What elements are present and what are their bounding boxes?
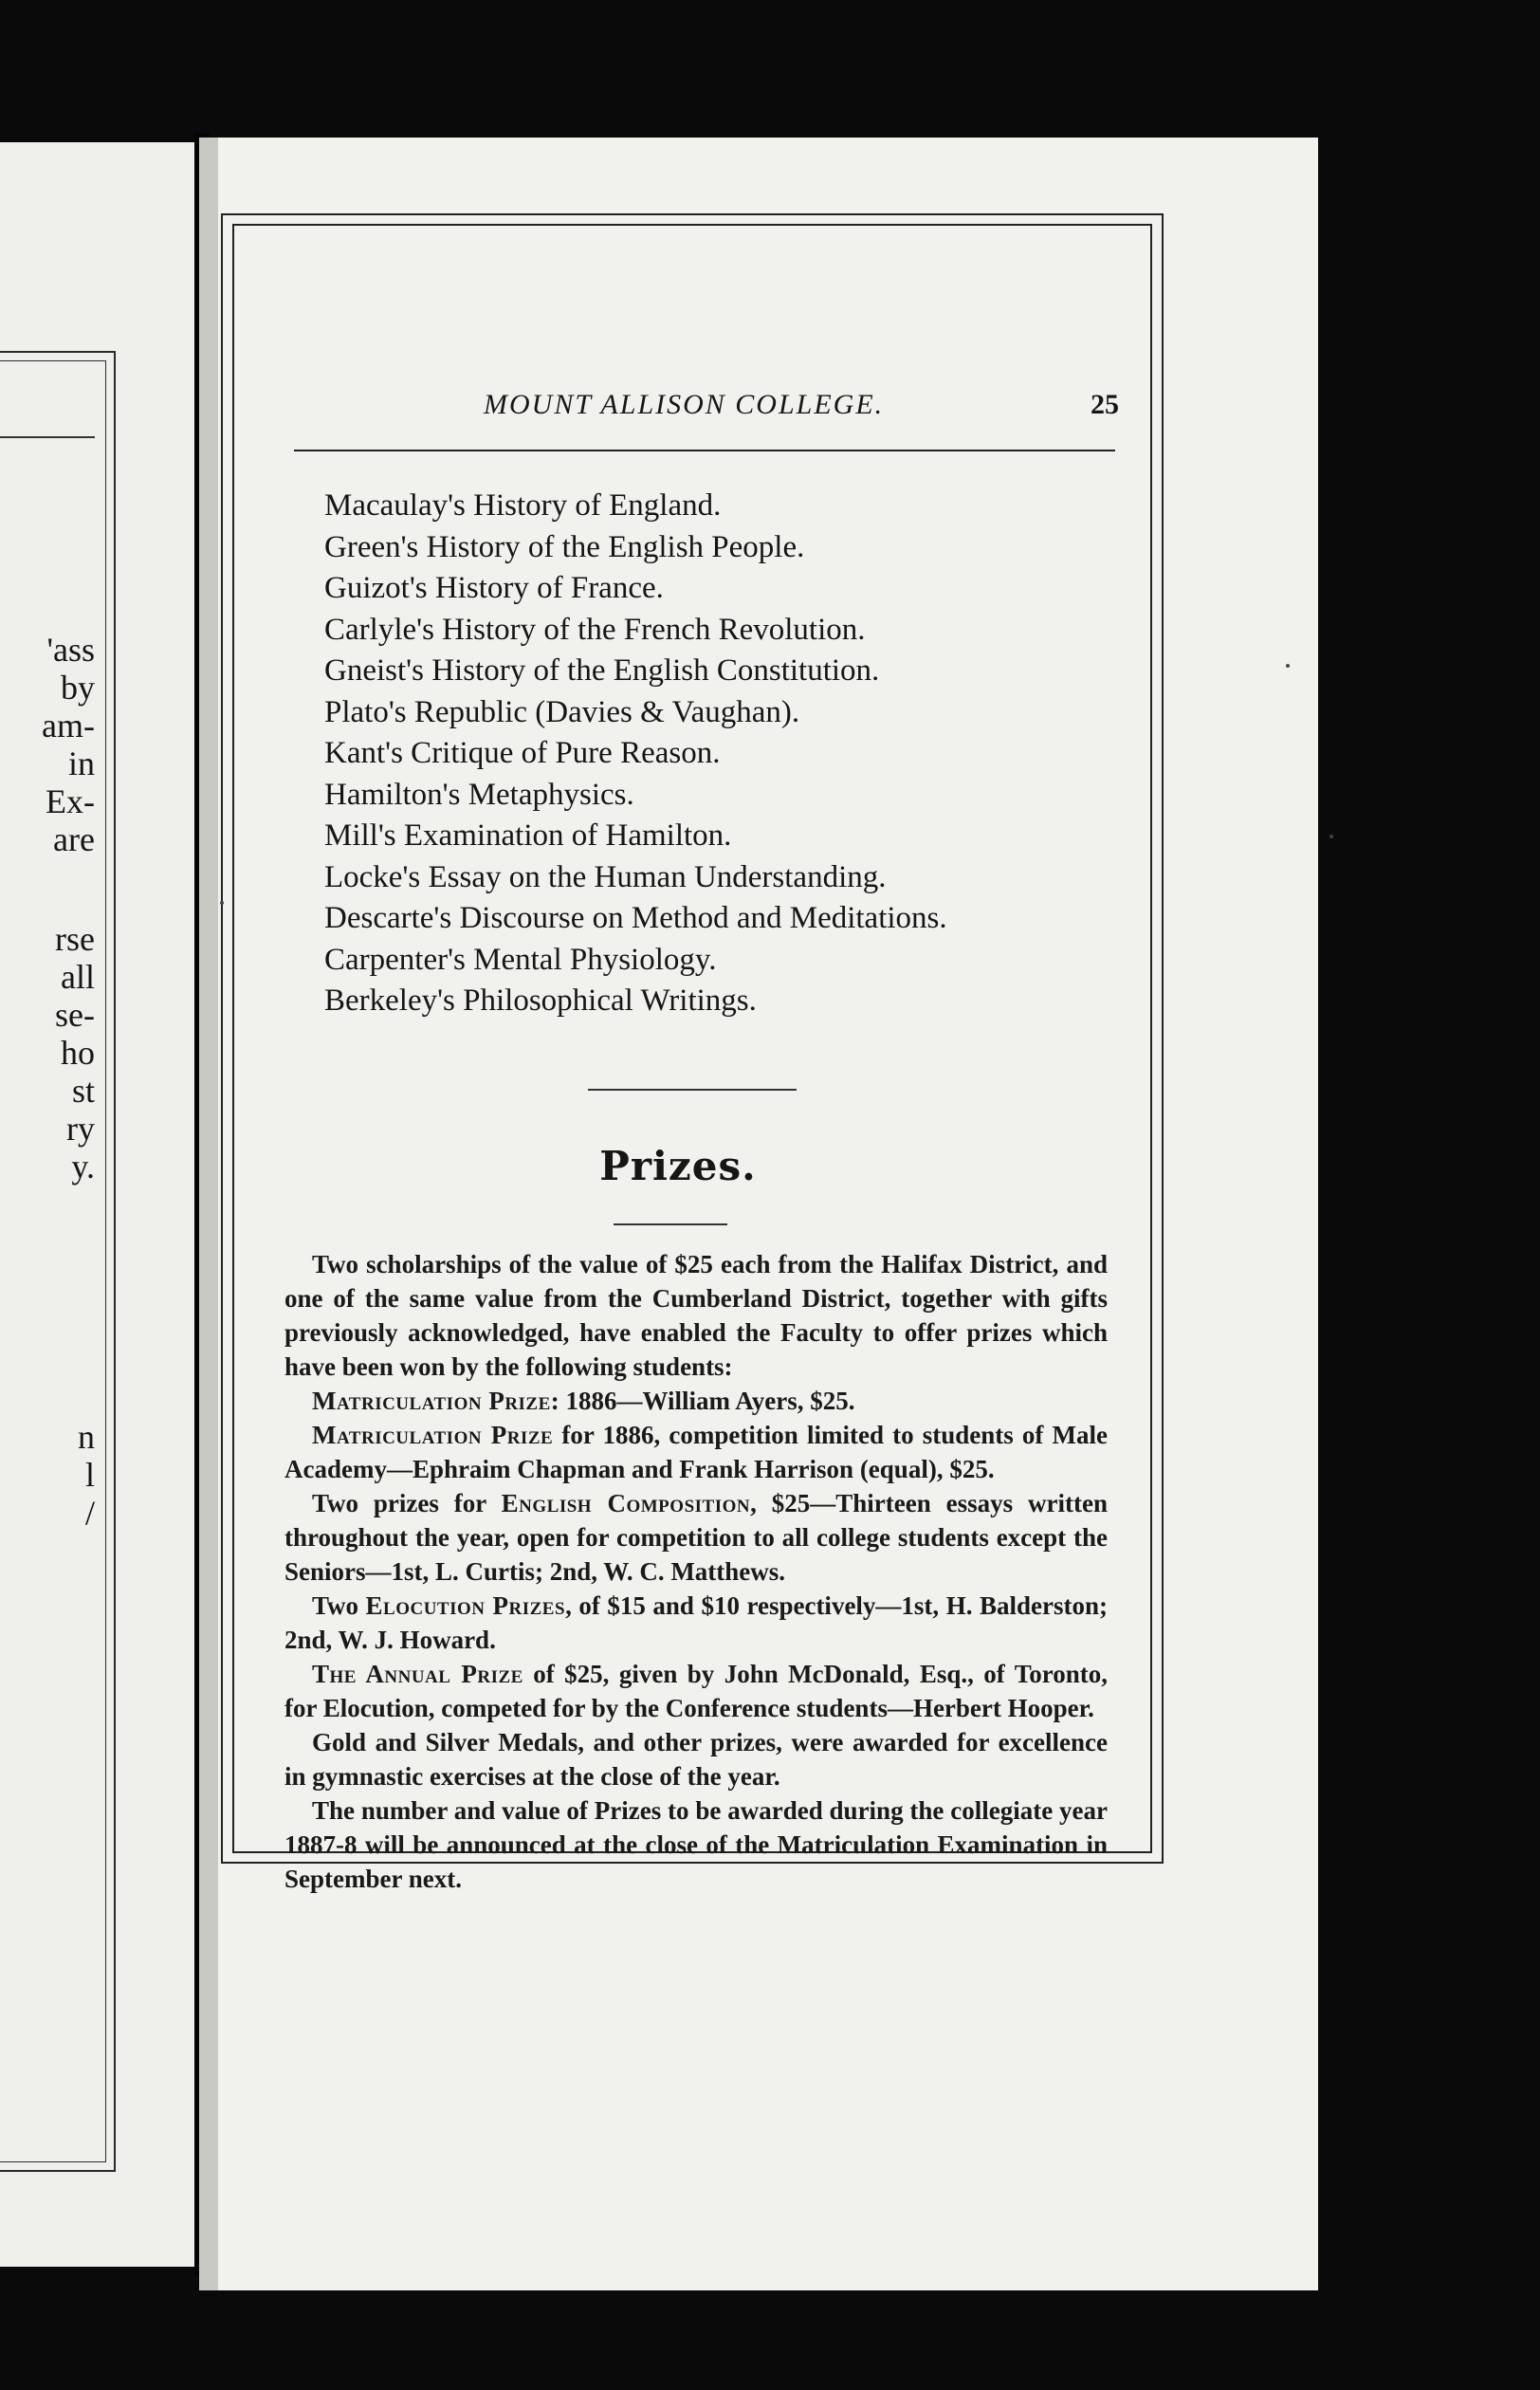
left-fragment: y. — [71, 1148, 95, 1186]
page-number: 25 — [1091, 389, 1119, 420]
prize-prefix: Two prizes for — [312, 1489, 502, 1517]
reading-list-item: Locke's Essay on the Human Understanding. — [324, 859, 887, 894]
prize-label: Matriculation Prize — [312, 1387, 551, 1415]
left-fragment: all — [61, 958, 95, 996]
prize-entry — [284, 1384, 1108, 1418]
prize-entry — [284, 1486, 1108, 1589]
prize-prefix: Two — [312, 1591, 366, 1620]
left-fragment: st — [71, 1072, 95, 1110]
section-divider — [588, 1089, 797, 1091]
left-fragment-block-mid — [55, 920, 95, 1186]
prizes-section — [284, 1247, 1108, 1896]
prize-entry — [284, 1589, 1108, 1657]
scan-speck — [220, 901, 224, 905]
prizes-heading: Prizes. — [599, 1143, 757, 1189]
left-fragment: ho — [61, 1034, 95, 1072]
prize-entry — [284, 1657, 1108, 1725]
reading-list-item: Descarte's Discourse on Method and Meditations. — [324, 901, 947, 935]
left-fragment: rse — [55, 920, 95, 958]
reading-list-item: Macaulay's History of England. — [324, 488, 722, 523]
left-fragment-block-top — [42, 631, 95, 858]
prizes-intro: Two scholarships of the value of $25 each from the Halifax District, and one of the same value from the Cumberland District, together with gifts previously acknowledged, have enabled the Faculty to offer prizes which have been won by the following students: — [284, 1250, 1108, 1381]
scan-speck — [1329, 835, 1333, 838]
left-fragment: se- — [55, 996, 95, 1034]
reading-list-item: Berkeley's Philosophical Writings. — [324, 984, 757, 1018]
reading-list-item: Hamilton's Metaphysics. — [324, 777, 634, 812]
left-fragment: in — [67, 745, 95, 782]
prize-text: for 1886, competition limited to students of Male Academy—Ephraim Chapman and Frank Harrison (equal), $25. — [284, 1421, 1109, 1483]
prize-entry: The number and value of Prizes to be awarded during the collegiate year 1887-8 will be announced at the close of the Matriculation Examination in September next. — [284, 1796, 1108, 1893]
prize-label: The Annual Prize — [312, 1660, 523, 1688]
left-fragment: are — [53, 820, 95, 858]
reading-list-item: Guizot's History of France. — [324, 571, 664, 605]
prize-label: Elocution Prizes — [365, 1591, 566, 1620]
left-fragment-block-bottom — [78, 1418, 95, 1532]
left-page-rule — [0, 436, 95, 438]
prize-entry: Gold and Silver Medals, and other prizes, were awarded for excellence in gymnastic exercises at the close of the year. — [284, 1728, 1108, 1791]
prize-text: , $25—Thirteen essays written throughout the year, open for competition to all college students except the Seniors—1st, L. Curtis; 2nd, W. C. Matthews. — [284, 1489, 1109, 1586]
reading-list-item: Gneist's History of the English Constitution. — [324, 653, 880, 688]
prize-text: , of $15 and $10 respectively—1st, H. Balderston; 2nd, W. J. Howard. — [284, 1591, 1108, 1654]
reading-list — [324, 486, 947, 1022]
header-rule — [294, 450, 1115, 451]
prize-entry — [284, 1418, 1108, 1486]
left-fragment: 'ass — [46, 631, 95, 669]
left-fragment: l — [84, 1456, 95, 1494]
reading-list-item: Plato's Republic (Davies & Vaughan). — [324, 694, 800, 729]
page-edge-shadow — [199, 138, 218, 2290]
reading-list-item: Kant's Critique of Pure Reason. — [324, 736, 721, 770]
scan-speck — [1286, 664, 1290, 668]
left-fragment: Ex- — [46, 782, 95, 820]
prize-label: English Composition — [501, 1489, 751, 1517]
reading-list-item: Green's History of the English People. — [324, 529, 805, 564]
left-facing-page — [0, 142, 194, 2267]
running-head — [294, 389, 1119, 436]
left-fragment: am- — [42, 707, 95, 745]
left-fragment: / — [84, 1494, 95, 1532]
reading-list-item: Carlyle's History of the French Revolution. — [324, 612, 866, 647]
reading-list-item: Mill's Examination of Hamilton. — [324, 818, 732, 853]
running-title: MOUNT ALLISON COLLEGE. — [484, 389, 885, 420]
prizes-heading-rule — [614, 1223, 727, 1225]
prize-label: Matriculation Prize — [312, 1421, 554, 1449]
reading-list-item: Carpenter's Mental Physiology. — [324, 942, 717, 977]
left-fragment: ry — [66, 1110, 95, 1148]
prize-text: of $25, given by John McDonald, Esq., of Toronto, for Elocution, competed for by the Conference students—Herbert Hooper. — [284, 1660, 1108, 1722]
left-fragment: by — [61, 669, 95, 707]
prize-text: : 1886—William Ayers, $25. — [550, 1387, 855, 1415]
left-fragment: n — [78, 1418, 95, 1456]
